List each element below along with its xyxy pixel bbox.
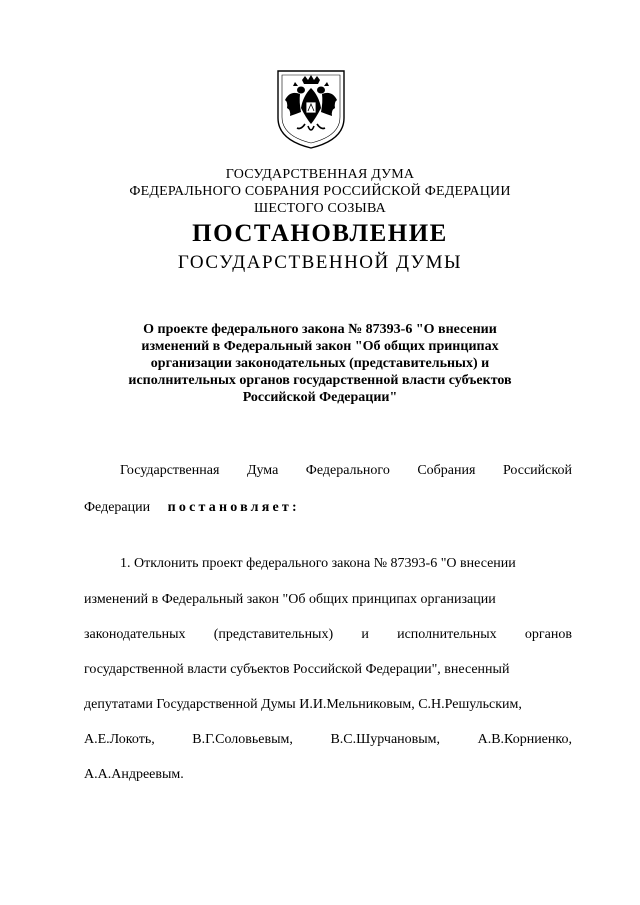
document-title: ПОСТАНОВЛЕНИЕ xyxy=(192,220,448,247)
item1-line-3 xyxy=(84,626,572,644)
deputy-name: В.Г.Соловьевым, xyxy=(192,732,293,747)
issuer-line-3: ШЕСТОГО СОЗЫВА xyxy=(254,201,386,216)
preamble-word: Дума xyxy=(246,463,279,478)
deputy-name: В.С.Шурчановым, xyxy=(330,732,441,747)
item1-line-2: изменений в Федеральный закон "Об общих принципах организации xyxy=(84,592,496,607)
preamble-word: Государственная xyxy=(120,463,220,478)
preamble-line-1 xyxy=(120,462,572,480)
subject-line-2: изменений в Федеральный закон "Об общих принципах xyxy=(141,339,499,354)
issuer-line-2: ФЕДЕРАЛЬНОГО СОБРАНИЯ РОССИЙСКОЙ ФЕДЕРАЦИИ xyxy=(129,184,511,199)
issuer-line-1: ГОСУДАРСТВЕННАЯ ДУМА xyxy=(225,167,415,182)
deputy-name: А.В.Корниенко, xyxy=(477,732,572,747)
item1-line-6 xyxy=(84,731,572,749)
item1-word: органов xyxy=(524,627,572,642)
item1-word: исполнительных xyxy=(397,627,497,642)
item1-line-1: 1. Отклонить проект федерального закона № 87393-6 "О внесении xyxy=(120,556,516,571)
subject-line-4: исполнительных органов государственной власти субъектов xyxy=(128,373,512,388)
subject-line-3: организации законодательных (представительных) и xyxy=(150,356,490,371)
item1-line-7: А.А.Андреевым. xyxy=(84,767,184,782)
preamble-country: Федерации xyxy=(84,500,151,515)
deputy-name: А.Е.Локоть, xyxy=(84,732,155,747)
preamble-word: Федерального xyxy=(305,463,390,478)
document-subtitle: ГОСУДАРСТВЕННОЙ ДУМЫ xyxy=(177,252,463,273)
preamble-word: Собрания xyxy=(417,463,476,478)
coat-of-arms-emblem xyxy=(275,68,347,150)
item1-word: законодательных xyxy=(84,627,186,642)
item1-word: и xyxy=(361,627,369,642)
subject-line-1: О проекте федерального закона № 87393-6 "О внесении xyxy=(143,322,497,337)
item1-line-4: государственной власти субъектов Российской Федерации", внесенный xyxy=(84,662,510,677)
item1-line-5: депутатами Государственной Думы И.И.Мельниковым, С.Н.Решульским, xyxy=(84,697,522,712)
item1-word: (представительных) xyxy=(213,627,334,642)
preamble-line-2 xyxy=(84,499,300,517)
decree-verb: постановляет: xyxy=(167,500,300,515)
subject-line-5: Российской Федерации" xyxy=(242,390,398,405)
preamble-word: Российской xyxy=(502,463,572,478)
